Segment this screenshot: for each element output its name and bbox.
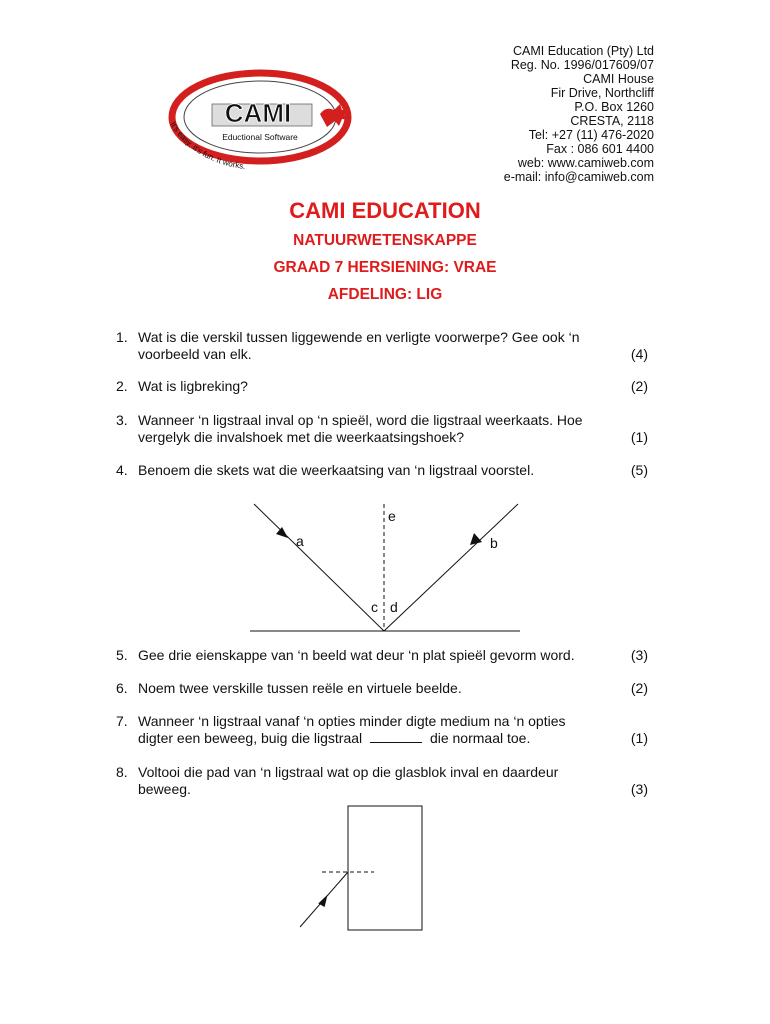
question-3 <box>116 412 648 446</box>
question-text: Gee drie eienskappe van ‘n beeld wat deur ‘n plat spieël gevorm word. <box>138 647 575 663</box>
question-marks: (3) <box>630 781 648 797</box>
question-4 <box>116 462 648 479</box>
question-1 <box>116 329 648 363</box>
question-number: 2. <box>116 378 128 394</box>
question-number: 1. <box>116 329 128 345</box>
question-marks: (3) <box>630 647 648 663</box>
section-title: AFDELING: LIG <box>327 286 443 303</box>
address-line: Fir Drive, Northcliff <box>550 86 654 100</box>
question-text: Wat is ligbreking? <box>138 378 248 394</box>
question-8 <box>116 764 648 798</box>
address-line: P.O. Box 1260 <box>574 100 654 114</box>
question-number: 8. <box>116 764 128 780</box>
address-line: CAMI Education (Pty) Ltd <box>512 44 654 58</box>
incident-ray <box>254 504 384 631</box>
logo-name: CAMI <box>224 98 292 128</box>
question-marks: (4) <box>630 346 648 362</box>
address-line: CRESTA, 2118 <box>570 114 654 128</box>
cami-logo <box>160 62 360 182</box>
question-marks: (2) <box>630 378 648 394</box>
question-marks: (1) <box>630 730 648 746</box>
reflected-arrow-icon <box>470 533 482 545</box>
address-line: CAMI House <box>583 72 654 86</box>
glass-block <box>348 806 422 930</box>
question-text: die normaal toe. <box>429 730 531 746</box>
question-7 <box>116 713 648 747</box>
label-e: e <box>388 508 396 524</box>
question-line-2 <box>138 730 648 747</box>
question-text: Benoem die skets wat die weerkaatsing van ‘n ligstraal voorstel. <box>138 462 535 478</box>
incident-arrow-icon <box>276 527 288 538</box>
question-text: voorbeeld van elk. <box>138 346 252 362</box>
grade-title: GRAAD 7 HERSIENING: VRAE <box>273 259 497 276</box>
glass-block-diagram <box>292 800 442 940</box>
question-6 <box>116 680 648 697</box>
label-a: a <box>296 533 304 549</box>
question-marks: (5) <box>630 462 648 478</box>
main-title: CAMI EDUCATION <box>289 198 481 223</box>
question-text: Voltooi die pad van ‘n ligstraal wat op die glasblok inval en daardeur <box>138 764 559 780</box>
question-text: Wanneer ‘n ligstraal vanaf ‘n opties minder digte medium na ‘n opties <box>138 713 566 729</box>
logo-slogan: It's easy. It's fun. It works. <box>168 120 246 171</box>
subject-title: NATUURWETENSKAPPE <box>293 232 477 249</box>
question-number: 5. <box>116 647 128 663</box>
label-b: b <box>490 535 498 551</box>
reflection-diagram <box>246 500 526 640</box>
company-address <box>504 44 654 184</box>
question-text: Noem twee verskille tussen reële en virtuele beelde. <box>138 680 462 696</box>
address-line: Fax : 086 601 4400 <box>546 142 654 156</box>
question-text: digter een beweeg, buig die ligstraal <box>138 730 363 746</box>
question-number: 7. <box>116 713 128 729</box>
address-line: Reg. No. 1996/017609/07 <box>510 58 654 72</box>
logo-subtitle: Eductional Software <box>222 132 298 142</box>
label-c: c <box>371 599 378 615</box>
answer-blank[interactable] <box>370 730 422 743</box>
question-text: vergelyk die invalshoek met die weerkaatsingshoek? <box>138 429 465 445</box>
question-marks: (1) <box>630 429 648 445</box>
label-d: d <box>390 599 398 615</box>
question-2 <box>116 378 648 395</box>
address-line: Tel: +27 (11) 476-2020 <box>528 128 654 142</box>
question-text: Wat is die verskil tussen liggewende en verligte voorwerpe? Gee ook ‘n <box>138 329 580 345</box>
question-line-2 <box>138 346 648 363</box>
address-line: web: www.camiweb.com <box>517 156 654 170</box>
question-marks: (2) <box>630 680 648 696</box>
question-number: 4. <box>116 462 128 478</box>
question-text: Wanneer ‘n ligstraal inval op ‘n spieël, word die ligstraal weerkaats. Hoe <box>138 412 583 428</box>
question-number: 3. <box>116 412 128 428</box>
question-number: 6. <box>116 680 128 696</box>
question-text: beweeg. <box>138 781 191 797</box>
reflected-ray <box>384 504 518 631</box>
address-line: e-mail: info@camiweb.com <box>503 170 654 184</box>
question-5 <box>116 647 648 664</box>
